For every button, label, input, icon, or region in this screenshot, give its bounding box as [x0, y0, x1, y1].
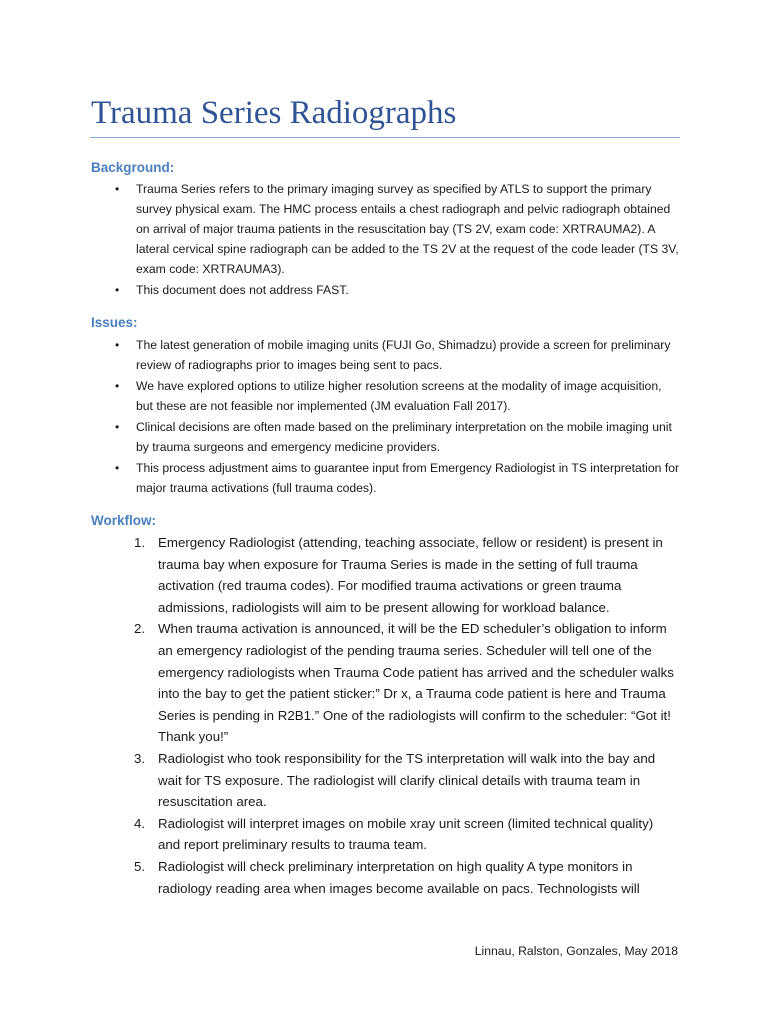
bullet-icon: • — [115, 379, 120, 393]
list-item-text: Clinical decisions are often made based on the preliminary interpretation on the mobile imaging unit by trauma surgeons and emergency medicine providers. — [136, 420, 672, 454]
step-text: Radiologist will check preliminary interpretation on high quality A type monitors in radiology reading area when images become available on pacs. Technologists will — [158, 858, 640, 896]
issues-heading: Issues: — [91, 315, 138, 330]
list-item — [115, 376, 681, 416]
step-number: 4. — [134, 815, 146, 831]
background-heading: Background: — [91, 160, 175, 175]
issues-list — [0, 335, 768, 499]
workflow-step — [134, 532, 678, 618]
step-text: Radiologist who took responsibility for the TS interpretation will walk into the bay and wait for TS exposure. The radiologist will clarify clinical details with trauma team in resuscitation area. — [158, 750, 656, 810]
workflow-step — [134, 748, 678, 813]
bullet-icon: • — [115, 283, 120, 297]
step-number: 2. — [134, 621, 146, 637]
workflow-heading: Workflow: — [91, 513, 156, 528]
document-title: Trauma Series Radiographs — [91, 95, 457, 131]
bullet-icon: • — [115, 461, 120, 475]
title-underline — [90, 137, 680, 138]
bullet-icon: • — [115, 182, 120, 196]
step-number: 5. — [134, 858, 146, 874]
list-item-text: This process adjustment aims to guarantee input from Emergency Radiologist in TS interpretation for major trauma activations (full trauma codes). — [136, 461, 680, 495]
list-item — [115, 280, 681, 300]
list-item — [115, 335, 681, 375]
background-list — [0, 179, 768, 301]
workflow-step — [134, 856, 678, 899]
step-number: 3. — [134, 750, 146, 766]
list-item-text: This document does not address FAST. — [136, 283, 349, 297]
list-item-text: We have explored options to utilize higher resolution screens at the modality of image acquisition, but these are not feasible nor implemented (JM evaluation Fall 2017). — [136, 379, 662, 413]
list-item-text: Trauma Series refers to the primary imaging survey as specified by ATLS to support the primary survey physical exam. The HMC process entails a chest radiograph and pelvic radiograph obtained on arrival of major trauma patients in the resuscitation bay (TS 2V, exam code: XRTRAUMA2). A lateral cervical spine radiograph can be added to the TS 2V at the request of the code leader (TS 3V, exam code: XRTRAUMA3). — [136, 182, 679, 276]
step-text: Radiologist will interpret images on mobile xray unit screen (limited technical quality) and report preliminary results to trauma team. — [158, 815, 654, 853]
list-item — [115, 179, 681, 279]
document-footer: Linnau, Ralston, Gonzales, May 2018 — [474, 944, 678, 958]
bullet-icon: • — [115, 338, 120, 352]
step-text: Emergency Radiologist (attending, teaching associate, fellow or resident) is present in trauma bay when exposure for Trauma Series is made in the setting of full trauma activation (red trauma codes). For modified trauma activations or green trauma admissions, radiologists will aim to be present allowing for workload balance. — [158, 535, 663, 615]
list-item — [115, 458, 681, 498]
list-item-text: The latest generation of mobile imaging units (FUJI Go, Shimadzu) provide a screen for preliminary review of radiographs prior to images being sent to pacs. — [136, 338, 671, 372]
bullet-icon: • — [115, 420, 120, 434]
step-text: When trauma activation is announced, it will be the ED scheduler’s obligation to inform an emergency radiologist of the pending trauma series. Scheduler will tell one of the emergency radiologists when Trauma Code patient has arrived and the scheduler walks into the bay to get the patient sticker:” Dr x, a Trauma code patient is here and Trauma Series is pending in R2B1.” One of the radiologists will confirm to the scheduler: “Got it! Thank you!” — [158, 621, 674, 745]
workflow-step — [134, 813, 678, 856]
workflow-list — [0, 532, 768, 899]
list-item — [115, 417, 681, 457]
workflow-step — [134, 618, 678, 748]
step-number: 1. — [134, 535, 146, 550]
